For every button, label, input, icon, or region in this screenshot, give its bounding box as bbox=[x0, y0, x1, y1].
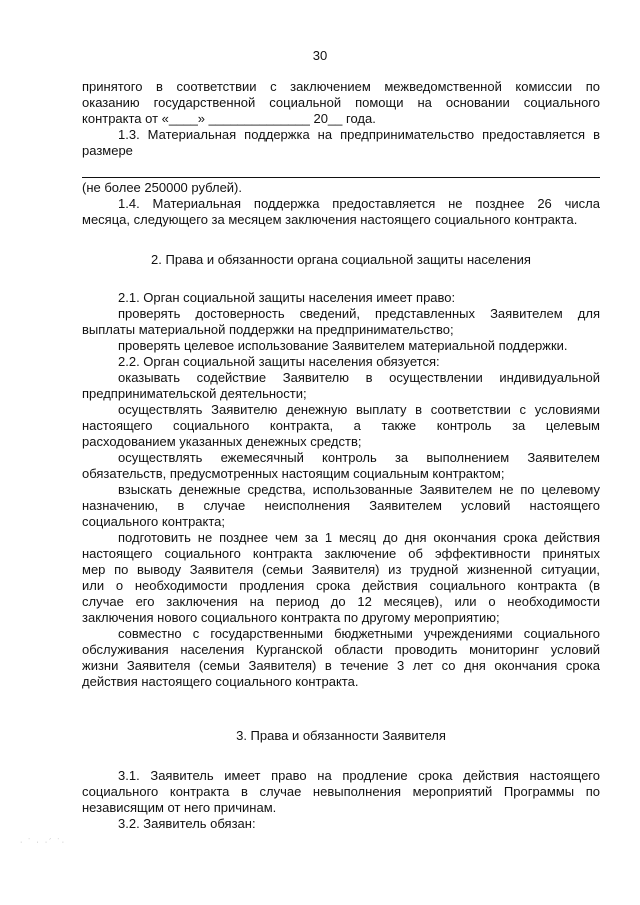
text-line: осуществлять ежемесячный контроль за выполнением Заявителем bbox=[118, 450, 600, 465]
text-line: обязательств, предусмотренных настоящим социальным контрактом; bbox=[82, 466, 505, 481]
clause-1-4 bbox=[82, 196, 600, 228]
text-line: оказанию государственной социальной помощи на основании социального bbox=[82, 95, 600, 110]
text-line: независящим от него причинам. bbox=[82, 800, 277, 815]
text-line: 3.1. Заявитель имеет право на продление срока действия настоящего bbox=[118, 768, 600, 783]
text-line: случае его заключения на период до 12 месяцев), или о необходимости bbox=[82, 594, 600, 609]
text-line: действия настоящего социального контракта. bbox=[82, 674, 359, 689]
text-line: размере bbox=[82, 143, 133, 158]
text-line: жизни Заявителя (семьи Заявителя) в течение 3 лет со дня окончания срока bbox=[82, 658, 600, 673]
document-body bbox=[82, 79, 600, 832]
duty-assist bbox=[82, 370, 600, 402]
text-line: осуществлять Заявителю денежную выплату в соответствии с условиями bbox=[118, 402, 600, 417]
text-line: предпринимательской деятельности; bbox=[82, 386, 307, 401]
clause-3-1 bbox=[82, 768, 600, 816]
text-line: проверять достоверность сведений, представленных Заявителем для bbox=[118, 306, 600, 321]
text-line: расходованием указанных денежных средств; bbox=[82, 434, 362, 449]
page-number: 30 bbox=[312, 48, 328, 63]
duty-payment bbox=[82, 402, 600, 450]
text-line: 1.3. Материальная поддержка на предпринимательство предоставляется в bbox=[118, 127, 600, 142]
text-line: 1.4. Материальная поддержка предоставляется не позднее 26 числа bbox=[118, 196, 600, 211]
text-line: настоящего социального контракта заключение об эффективности принятых bbox=[82, 546, 600, 561]
text-line: 2.1. Орган социальной защиты населения имеет право: bbox=[118, 290, 456, 305]
text-line: месяца, следующего за месяцем заключения настоящего социального контракта. bbox=[82, 212, 578, 227]
amount-blank-line bbox=[82, 177, 600, 178]
clause-2-1 bbox=[82, 290, 600, 306]
text-line: 2.2. Орган социальной защиты населения обязуется: bbox=[118, 354, 440, 369]
text-line: заключения нового социального контракта по другому мероприятию; bbox=[82, 610, 500, 625]
text-line: (не более 250000 рублей). bbox=[82, 180, 242, 195]
text-line: обслуживания населения Курганской области проводить мониторинг условий bbox=[82, 642, 600, 657]
duty-monitoring bbox=[82, 626, 600, 690]
duty-monthly-control bbox=[82, 450, 600, 482]
clause-3-2 bbox=[82, 816, 600, 832]
section-3-heading: 3. Права и обязанности Заявителя bbox=[236, 728, 446, 743]
text-line: 3.2. Заявитель обязан: bbox=[118, 816, 256, 831]
right-verify bbox=[82, 306, 600, 338]
text-line: принятого в соответствии с заключением межведомственной комиссии по bbox=[82, 79, 600, 94]
text-line: выплаты материальной поддержки на предпринимательство; bbox=[82, 322, 454, 337]
clause-1-3 bbox=[82, 127, 600, 196]
duty-prepare-conclusion bbox=[82, 530, 600, 626]
text-line: совместно с государственными бюджетными учреждениями социального bbox=[118, 626, 600, 641]
text-line: подготовить не позднее чем за 1 месяц до дня окончания срока действия bbox=[118, 530, 600, 545]
text-line: социального контракта; bbox=[82, 514, 226, 529]
scan-noise: · ˙ · ·´ ˙· bbox=[20, 839, 67, 846]
clause-2-2 bbox=[82, 354, 600, 370]
intro-paragraph bbox=[82, 79, 600, 127]
text-line: настоящего социального контракта, а также контроль за целевым bbox=[82, 418, 600, 433]
text-line: взыскать денежные средства, использованные Заявителем не по целевому bbox=[118, 482, 600, 497]
text-line: мер по выводу Заявителя (семьи Заявителя) из трудной жизненной ситуации, bbox=[82, 562, 600, 577]
right-check-use bbox=[82, 338, 600, 354]
duty-recover-funds bbox=[82, 482, 600, 530]
text-line: или о необходимости продления срока действия социального контракта (в bbox=[82, 578, 600, 593]
text-line: контракта от «____» ______________ 20__ года. bbox=[82, 111, 376, 126]
text-line: проверять целевое использование Заявителем материальной поддержки. bbox=[118, 338, 568, 353]
section-2-heading: 2. Права и обязанности органа социальной защиты населения bbox=[151, 252, 531, 267]
text-line: оказывать содействие Заявителю в осуществлении индивидуальной bbox=[118, 370, 600, 385]
text-line: социального контракта в случае невыполнения мероприятий Программы по bbox=[82, 784, 600, 799]
text-line: назначению, в случае неисполнения Заявителем условий настоящего bbox=[82, 498, 600, 513]
